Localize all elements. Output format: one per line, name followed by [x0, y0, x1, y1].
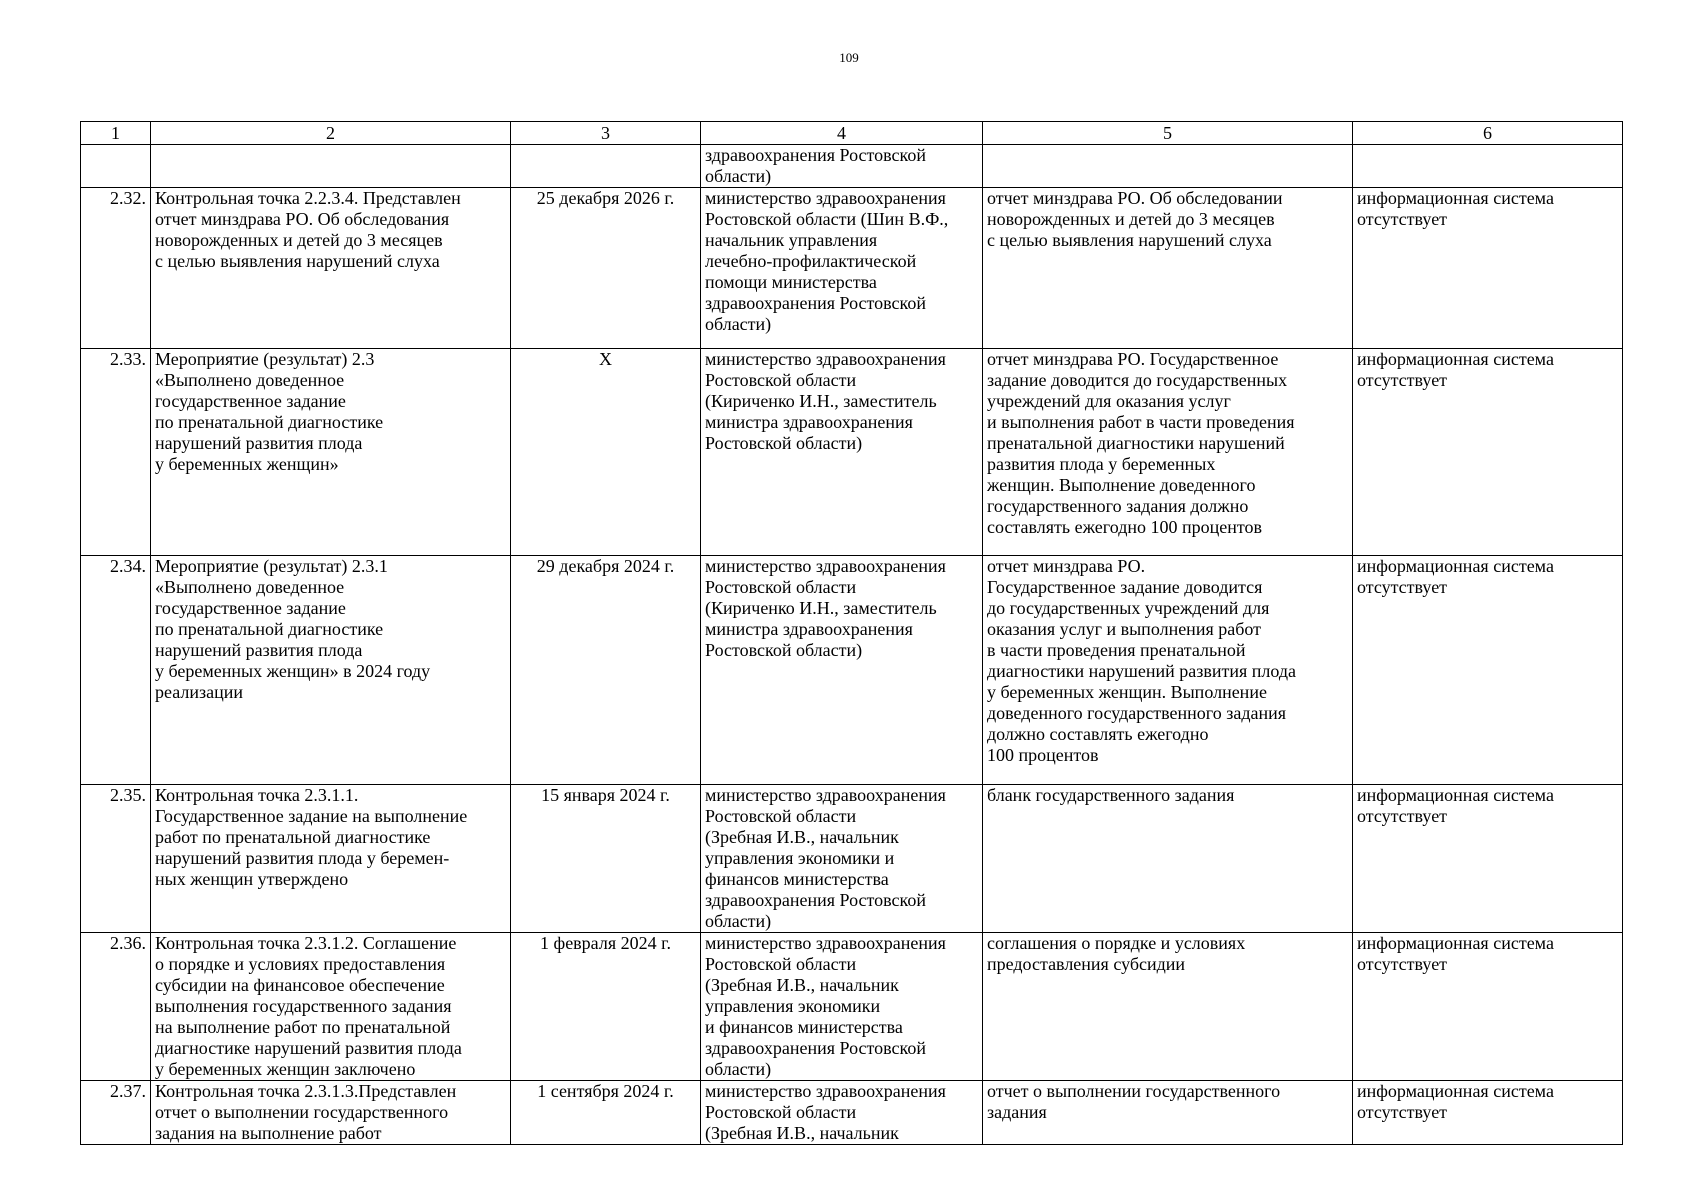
table-row	[81, 349, 1623, 556]
row-number: 2.35.	[81, 785, 151, 933]
header-col-5: 5	[983, 122, 1353, 145]
row-name: Мероприятие (результат) 2.3.1 «Выполнено доведенное государственное задание по пренатальной диагностике нарушений развития плода у беременных женщин» в 2024 году реализации	[151, 556, 511, 785]
row-system: информационная система отсутствует	[1353, 933, 1623, 1081]
row-document: бланк государственного задания	[983, 785, 1353, 933]
row-number: 2.36.	[81, 933, 151, 1081]
row-name: Контрольная точка 2.2.3.4. Представлен отчет минздрава РО. Об обследования новорожденных и детей до 3 месяцев с целью выявления нарушений слуха	[151, 188, 511, 349]
header-col-3: 3	[511, 122, 701, 145]
row-system: информационная система отсутствует	[1353, 785, 1623, 933]
row-responsible: министерство здравоохранения Ростовской области (Кириченко И.Н., заместитель министра здравоохранения Ростовской области)	[701, 556, 983, 785]
table-row	[81, 785, 1623, 933]
row-date: X	[511, 349, 701, 556]
row-number: 2.34.	[81, 556, 151, 785]
row-system: информационная система отсутствует	[1353, 1081, 1623, 1145]
header-col-6: 6	[1353, 122, 1623, 145]
measures-table	[80, 121, 1623, 1145]
row-number: 2.33.	[81, 349, 151, 556]
row-number: 2.37.	[81, 1081, 151, 1145]
row-date	[511, 145, 701, 188]
row-responsible: министерство здравоохранения Ростовской области (Зребная И.В., начальник	[701, 1081, 983, 1145]
page-number: 109	[839, 50, 859, 65]
row-date: 25 декабря 2026 г.	[511, 188, 701, 349]
row-name: Контрольная точка 2.3.1.2. Соглашение о порядке и условиях предоставления субсидии на финансовое обеспечение выполнения государственного задания на выполнение работ по пренатальной диагностике нарушений развития плода у беременных женщин заключено	[151, 933, 511, 1081]
row-date: 29 декабря 2024 г.	[511, 556, 701, 785]
row-number: 2.32.	[81, 188, 151, 349]
row-document: соглашения о порядке и условиях предоставления субсидии	[983, 933, 1353, 1081]
row-system: информационная система отсутствует	[1353, 349, 1623, 556]
row-name: Мероприятие (результат) 2.3 «Выполнено доведенное государственное задание по пренатальной диагностике нарушений развития плода у беременных женщин»	[151, 349, 511, 556]
table-row	[81, 1081, 1623, 1145]
row-document: отчет минздрава РО. Государственное задание доводится до государственных учреждений для оказания услуг и выполнения работ в части проведения пренатальной диагностики нарушений развития плода у беременных женщин. Выполнение доведенного государственного задания должно составлять ежегодно 100 процентов	[983, 556, 1353, 785]
row-name	[151, 145, 511, 188]
row-responsible: министерство здравоохранения Ростовской области (Шин В.Ф., начальник управления лечебно-профилактической помощи министерства здравоохранения Ростовской области)	[701, 188, 983, 349]
table-row	[81, 145, 1623, 188]
row-name: Контрольная точка 2.3.1.3.Представлен отчет о выполнении государственного задания на выполнение работ	[151, 1081, 511, 1145]
header-col-1: 1	[81, 122, 151, 145]
row-date: 1 сентября 2024 г.	[511, 1081, 701, 1145]
row-document: отчет минздрава РО. Государственное задание доводится до государственных учреждений для оказания услуг и выполнения работ в части проведения пренатальной диагностики нарушений развития плода у беременных женщин. Выполнение доведенного государственного задания должно составлять ежегодно 100 процентов	[983, 349, 1353, 556]
header-col-2: 2	[151, 122, 511, 145]
row-number	[81, 145, 151, 188]
row-name: Контрольная точка 2.3.1.1. Государственное задание на выполнение работ по пренатальной диагностике нарушений развития плода у беремен- ных женщин утверждено	[151, 785, 511, 933]
table-row	[81, 188, 1623, 349]
row-responsible: министерство здравоохранения Ростовской области (Зребная И.В., начальник управления экономики и финансов министерства здравоохранения Ростовской области)	[701, 785, 983, 933]
row-system: информационная система отсутствует	[1353, 188, 1623, 349]
header-col-4: 4	[701, 122, 983, 145]
row-responsible: министерство здравоохранения Ростовской области (Кириченко И.Н., заместитель министра здравоохранения Ростовской области)	[701, 349, 983, 556]
row-document	[983, 145, 1353, 188]
row-date: 1 февраля 2024 г.	[511, 933, 701, 1081]
row-document: отчет минздрава РО. Об обследовании новорожденных и детей до 3 месяцев с целью выявления нарушений слуха	[983, 188, 1353, 349]
row-system: информационная система отсутствует	[1353, 556, 1623, 785]
row-date: 15 января 2024 г.	[511, 785, 701, 933]
row-system	[1353, 145, 1623, 188]
table-row	[81, 933, 1623, 1081]
row-responsible: здравоохранения Ростовской области)	[701, 145, 983, 188]
row-responsible: министерство здравоохранения Ростовской области (Зребная И.В., начальник управления экономики и финансов министерства здравоохранения Ростовской области)	[701, 933, 983, 1081]
table-row	[81, 556, 1623, 785]
row-document: отчет о выполнении государственного задания	[983, 1081, 1353, 1145]
table-header-row	[81, 122, 1623, 145]
